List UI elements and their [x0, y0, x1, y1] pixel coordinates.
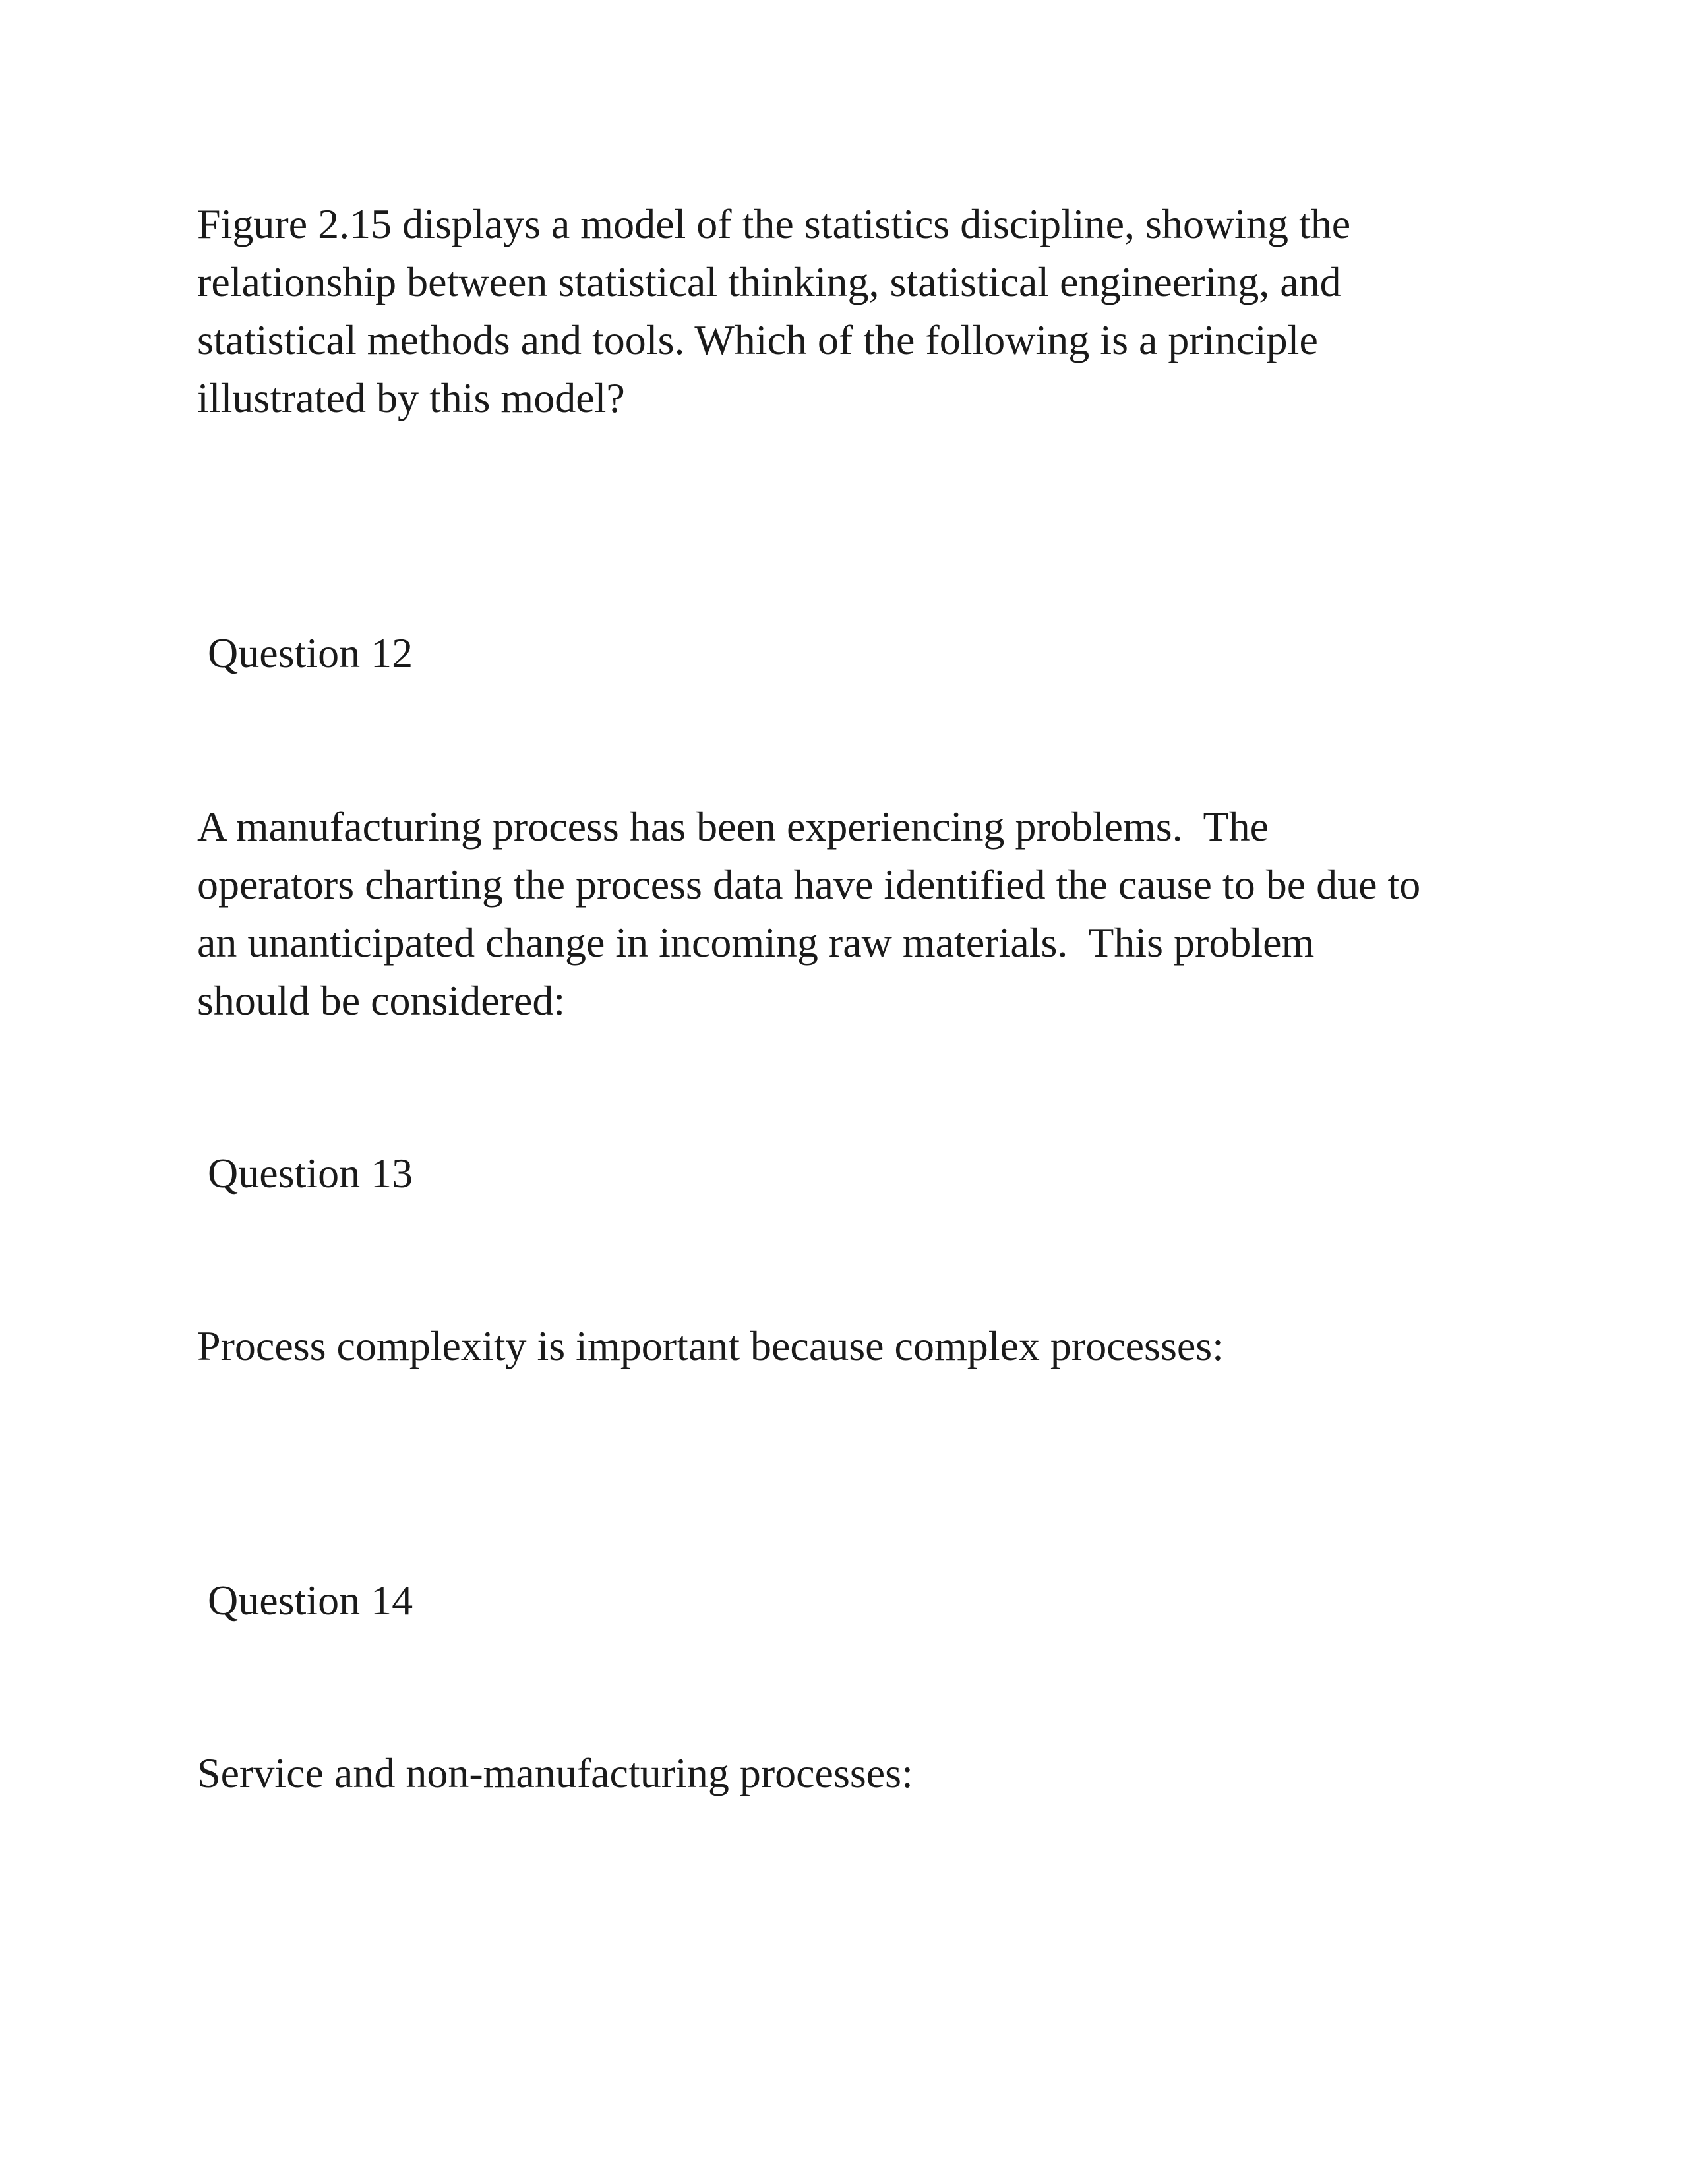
- text-line: statistical methods and tools. Which of the following is a principle: [197, 316, 1318, 363]
- text-line: Process complexity is important because complex processes:: [197, 1322, 1224, 1369]
- text-line: illustrated by this model?: [197, 374, 625, 421]
- question-12-heading: Question 12: [208, 630, 413, 676]
- question-11-text: [197, 195, 1516, 427]
- question-13-heading: Question 13: [208, 1150, 413, 1196]
- text-line: Service and non-manufacturing processes:: [197, 1750, 913, 1796]
- text-line: Figure 2.15 displays a model of the statistics discipline, showing the: [197, 200, 1351, 247]
- text-line: A manufacturing process has been experiencing problems. The: [197, 803, 1269, 850]
- question-13-text: [197, 1317, 1516, 1375]
- question-14-heading: Question 14: [208, 1577, 413, 1624]
- text-line: relationship between statistical thinking, statistical engineering, and: [197, 258, 1341, 305]
- text-line: should be considered:: [197, 977, 566, 1024]
- text-line: operators charting the process data have identified the cause to be due to: [197, 861, 1421, 908]
- text-line: an unanticipated change in incoming raw materials. This problem: [197, 919, 1315, 966]
- question-12-text: [197, 798, 1516, 1030]
- question-14-text: [197, 1744, 1516, 1802]
